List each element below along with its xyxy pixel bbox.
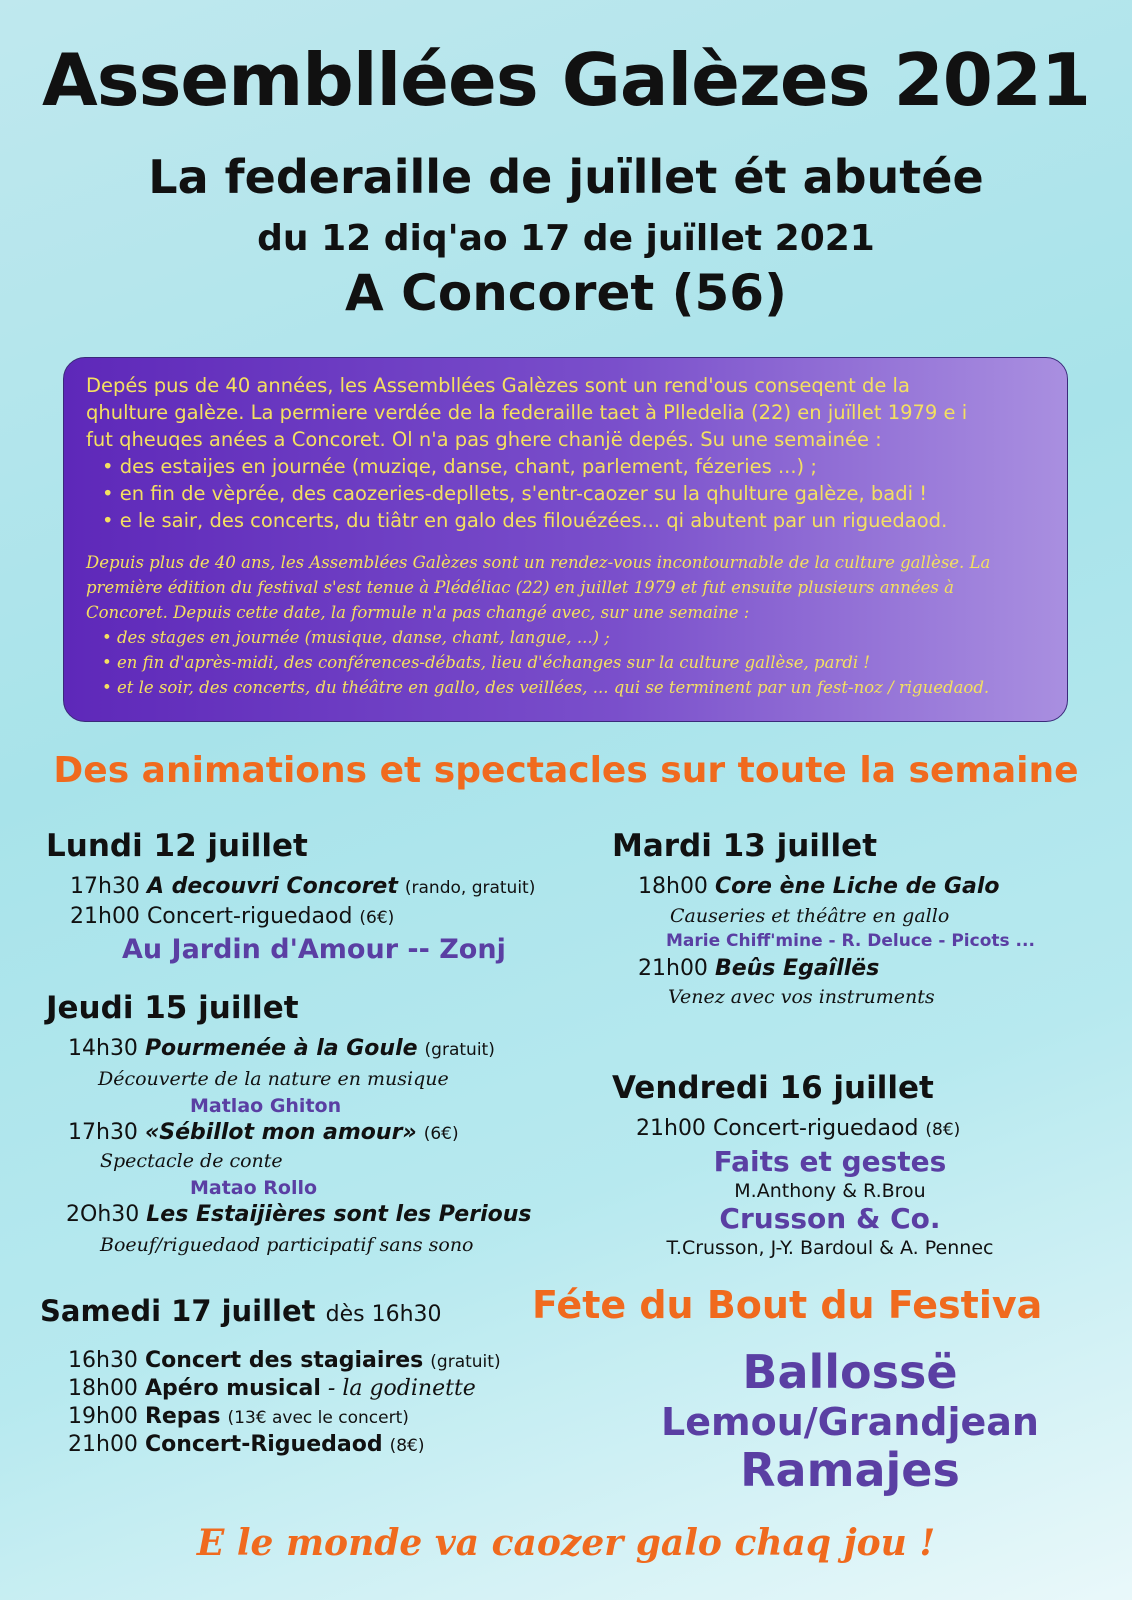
jeudi-event-2-desc: Spectacle de conte	[100, 1150, 283, 1172]
day-vendredi: Vendredi 16 juillet	[612, 1070, 934, 1106]
gallo-bullet: • e le sair, des concerts, du tiâtr en galo des filouézées... qi abutent par un riguedaod.	[102, 507, 1057, 534]
event-note: (6€)	[359, 908, 395, 928]
place: A Concoret (56)	[345, 264, 787, 322]
intro-french	[86, 550, 1057, 700]
time: 16h30	[68, 1348, 138, 1373]
samedi-from: dès 16h30	[325, 1302, 442, 1327]
time: 17h30	[70, 874, 140, 899]
fr-bullet: • en fin d'après-midi, des conférences-débats, lieu d'échanges sur la culture gallèse, pardi !	[102, 650, 1057, 675]
fr-bullet: • des stages en journée (musique, danse, chant, langue, ...) ;	[102, 625, 1057, 650]
fete-band-2: Lemou/Grandjean	[661, 1400, 1039, 1444]
gallo-line: Depés pus de 40 années, les Assembllées Galèzes sont un rend'ous conseqent de la	[86, 374, 910, 397]
fr-bullet: • et le soir, des concerts, du théâtre en gallo, des veillées, ... qui se terminent par un fest-noz / riguedaod.	[102, 675, 1057, 700]
gallo-line: qhulture galèze. La permiere verdée de la federaille taet à Plledelia (22) en juïllet 1979 e i	[86, 401, 968, 424]
fete-band-1: Ballossë	[742, 1345, 958, 1399]
event-note: (gratuit)	[424, 1040, 495, 1060]
event-title: Beûs Egaîllës	[714, 956, 880, 981]
fete-title: Féte du Bout du Festiva	[532, 1283, 1043, 1327]
jeudi-artist-1: Matlao Ghiton	[190, 1095, 342, 1117]
page-title: Assembllées Galèzes 2021	[41, 38, 1091, 122]
lundi-artist: Au Jardin d'Amour -- Zonj	[122, 934, 506, 965]
event-note: (8€)	[925, 1120, 961, 1140]
fr-line: Depuis plus de 40 ans, les Assemblées Galèzes sont un rendez-vous incontournable de la culture gallèse. La	[86, 553, 991, 572]
intro-panel	[63, 357, 1068, 722]
time: 21h00	[68, 1432, 138, 1457]
vendredi-band-1-members: M.Anthony & R.Brou	[734, 1180, 926, 1202]
event-title: «Sébillot mon amour»	[144, 1120, 417, 1145]
event-title: Repas	[144, 1404, 221, 1429]
mardi-event-2	[638, 956, 879, 981]
samedi-event-4	[68, 1432, 425, 1457]
event-title: Concert-riguedaod	[146, 904, 353, 929]
fr-line: Concoret. Depuis cette date, la formule n'a pas changé avec, sur une semaine :	[86, 603, 750, 622]
lundi-event-1	[70, 874, 535, 899]
mardi-artists: Marie Chiff'mine - R. Deluce - Picots ...	[666, 931, 1035, 951]
jeudi-event-2	[68, 1120, 459, 1145]
animations-heading: Des animations et spectacles sur toute la semaine	[53, 750, 1079, 791]
samedi-event-2	[68, 1376, 476, 1401]
samedi-event-1	[68, 1348, 501, 1373]
vendredi-band-2: Crusson & Co.	[719, 1202, 941, 1235]
time: 18h00	[638, 874, 708, 899]
mardi-event-1-desc: Causeries et théâtre en gallo	[670, 905, 950, 927]
time: 17h30	[68, 1120, 138, 1145]
event-title: A decouvri Concoret	[146, 874, 398, 899]
subtitle: La federaille de juïllet ét abutée	[148, 150, 984, 204]
lundi-event-2	[70, 904, 394, 929]
time: 14h30	[68, 1036, 138, 1061]
time: 2Oh30	[66, 1202, 140, 1227]
jeudi-event-1-desc: Découverte de la nature en musique	[98, 1068, 449, 1090]
event-note: (rando, gratuit)	[404, 878, 536, 898]
event-title: Pourmenée à la Goule	[144, 1036, 418, 1061]
dates: du 12 diq'ao 17 de juïllet 2021	[257, 218, 875, 259]
vendredi-band-1: Faits et gestes	[713, 1145, 947, 1178]
vendredi-band-2-members: T.Crusson, J-Y. Bardoul & A. Pennec	[666, 1237, 994, 1259]
mardi-event-1	[638, 874, 1000, 899]
event-note: (13€ avec le concert)	[227, 1408, 409, 1428]
event-title: Apéro musical	[144, 1376, 321, 1401]
event-extra: - la godinette	[327, 1376, 476, 1401]
jeudi-event-3-desc: Boeuf/riguedaod participatif sans sono	[100, 1234, 474, 1256]
day-mardi: Mardi 13 juillet	[612, 828, 878, 864]
jeudi-event-3	[66, 1202, 532, 1227]
gallo-bullet: • en fin de vèprée, des caozeries-depllets, s'entr-caozer su la qhulture galèze, badi !	[102, 480, 1057, 507]
event-note: (gratuit)	[430, 1352, 501, 1372]
time: 19h00	[68, 1404, 138, 1429]
event-note: (6€)	[423, 1124, 459, 1144]
day-lundi: Lundi 12 juillet	[46, 828, 308, 864]
event-title: Concert-riguedaod	[712, 1116, 919, 1141]
samedi-day: Samedi 17 juillet	[40, 1294, 316, 1328]
time: 21h00	[638, 956, 708, 981]
fete-band-3: Ramajes	[740, 1443, 960, 1497]
gallo-bullet: • des estaijes en journée (muziqe, danse, chant, parlement, fézeries ...) ;	[102, 453, 1057, 480]
event-title: Core ène Liche de Galo	[714, 874, 1000, 899]
day-samedi	[40, 1294, 442, 1328]
time: 21h00	[70, 904, 140, 929]
day-jeudi: Jeudi 15 juillet	[46, 990, 299, 1026]
jeudi-artist-2: Matao Rollo	[190, 1177, 318, 1199]
time: 18h00	[68, 1376, 138, 1401]
event-note: (8€)	[389, 1436, 425, 1456]
vendredi-event-1	[636, 1116, 960, 1141]
mardi-event-2-desc: Venez avec vos instruments	[668, 986, 935, 1008]
jeudi-event-1	[68, 1036, 495, 1061]
event-title: Concert-Riguedaod	[144, 1432, 383, 1457]
samedi-event-3	[68, 1404, 409, 1429]
event-title: Concert des stagiaires	[144, 1348, 424, 1373]
footer-slogan: E le monde va caozer galo chaq jou !	[196, 1522, 936, 1564]
event-title: Les Estaijières sont les Perious	[146, 1202, 532, 1227]
gallo-line: fut qheuqes anées a Concoret. Ol n'a pas ghere chanjë depés. Su une semainée :	[86, 428, 882, 451]
time: 21h00	[636, 1116, 706, 1141]
intro-gallo	[86, 372, 1057, 534]
fr-line: première édition du festival s'est tenue à Plédéliac (22) en juillet 1979 et fut ensuite plusieurs années à	[86, 578, 954, 597]
